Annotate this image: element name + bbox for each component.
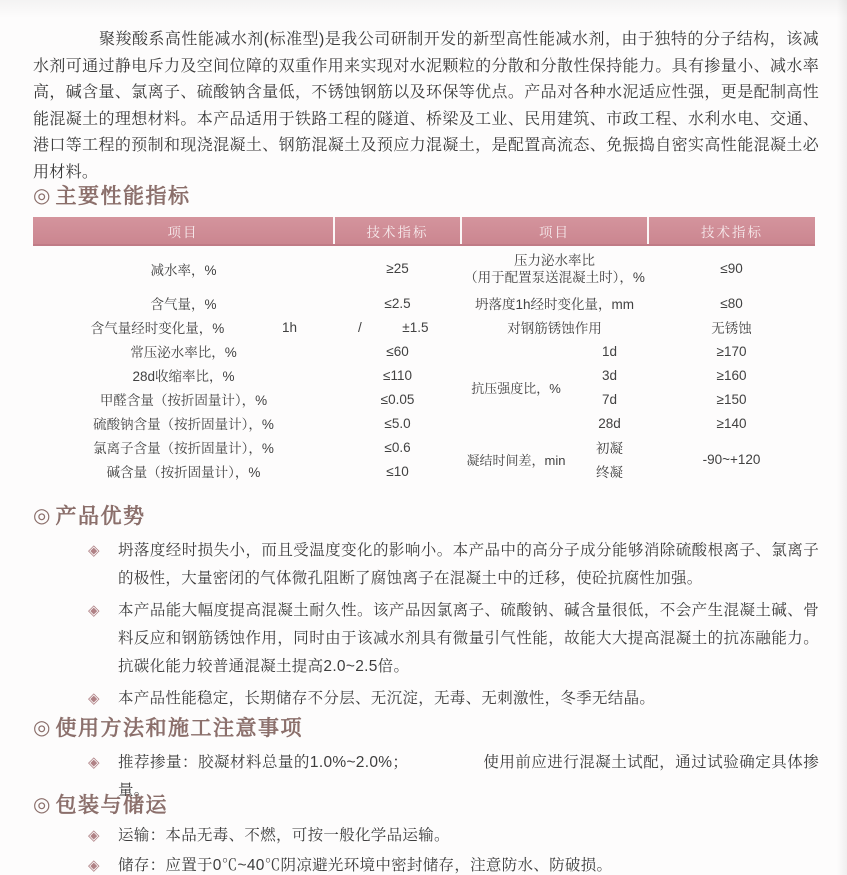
age-cell: 7d (601, 391, 618, 407)
section-marker-icon: ◎ (33, 184, 51, 207)
value-cell: 无锈蚀 (711, 321, 752, 336)
section-title: 包装与储运 (55, 794, 168, 817)
table-row (33, 387, 815, 411)
item-subheader: 1h (282, 319, 298, 335)
value-cell: ≥170 (716, 343, 747, 359)
dosage-text: 推荐掺量：胶凝材料总量的1.0%~2.0%； (118, 754, 409, 771)
header-item-right: 项目 (461, 217, 648, 245)
value-cell (334, 315, 461, 339)
value-cell: ≥25 (386, 261, 409, 276)
item-cell: 28d收缩率比，% (132, 369, 235, 384)
value-cell: ≤10 (386, 463, 409, 479)
value-cell: ≤0.6 (384, 439, 411, 455)
intro-paragraph: 聚羧酸系高性能减水剂(标准型)是我公司研制开发的新型高性能减水剂，由于独特的分子结构，该减水剂可通过静电斥力及空间位障的双重作用来实现对水泥颗粒的分散和分散性保持能力。具有掺量小、减水率高，碱含量、氯离子、硫酸钠含量低，不锈蚀钢筋以及环保等优点。产品对各种水泥适应性强，更是配制高性能混凝土的理想材料。本产品适用于铁路工程的隧道、桥梁及工业、民用建筑、市政工程、水利水电、交通、港口等工程的预制和现浇混凝土、钢筋混凝土及预应力混凝土，是配置高流态、免振捣自密实高性能混凝土必用材料。 (33, 31, 819, 181)
header-item-left: 项目 (33, 217, 334, 245)
list-item (88, 822, 819, 850)
table-row (33, 339, 815, 363)
diamond-bullet-icon: ◈ (88, 602, 100, 619)
item-cell: 减水率，% (150, 262, 217, 278)
bullet-text: 储存：应置于0℃~40℃阴凉避光环境中密封储存，注意防水、防破损。 (118, 857, 613, 874)
section-heading-packaging (33, 789, 168, 819)
diamond-bullet-icon: ◈ (88, 827, 100, 844)
table-row (33, 435, 815, 459)
bullet-text: 本产品能大幅度提高混凝土耐久性。该产品因氯离子、硫酸钠、碱含量很低，不会产生混凝土碱、骨料反应和钢筋锈蚀作用，同时由于该减水剂具有微量引气性能，故能大大提高混凝土的抗冻融能力。抗碳化能力较普通混凝土提高2.0~2.5倍。 (118, 602, 819, 675)
item-line2: （用于配置泵送混凝土时），% (464, 269, 645, 285)
table-row (33, 411, 815, 435)
diamond-bullet-icon: ◈ (88, 542, 100, 559)
section-heading-usage (33, 712, 303, 742)
diamond-bullet-icon: ◈ (88, 857, 100, 874)
table-header-row (33, 217, 815, 245)
section-marker-icon: ◎ (33, 793, 51, 816)
table-row (33, 291, 815, 315)
value-cell: -90~+120 (702, 451, 761, 467)
value-cell: ≥160 (716, 367, 747, 383)
item-cell (461, 245, 648, 291)
table-row (33, 245, 815, 291)
value-cell: ≤110 (383, 367, 412, 383)
value-cell: ≤80 (720, 295, 743, 311)
bullet-text: 运输：本品无毒、不燃，可按一般化学品运输。 (118, 827, 450, 844)
value-cell: ≤90 (720, 261, 743, 276)
slash-divider: / (358, 319, 362, 335)
item-cell: 对钢筋锈蚀作用 (507, 321, 602, 336)
packaging-bullet-list (88, 822, 819, 875)
table-row (33, 363, 815, 387)
bullet-text: 坍落度经时损失小，而且受温度变化的影响小。本产品中的高分子成分能够消除硫酸根离子、氯离子的极性，大量密闭的气体微孔阻断了腐蚀离子在混凝土中的迁移，使砼抗腐性加强。 (118, 542, 819, 587)
section-title: 主要性能指标 (55, 185, 191, 208)
table-row (33, 315, 815, 339)
value-cell: ≤60 (386, 343, 409, 359)
item-cell: 氯离子含量（按折固量计），% (93, 441, 274, 456)
item-cell (33, 315, 334, 339)
value-cell: ≤5.0 (384, 415, 411, 431)
age-cell: 3d (601, 367, 618, 383)
trial-mix-text: 使用前应进行混凝土试配，通过试验确定具体掺量。 (118, 754, 819, 799)
value-text: ±1.5 (402, 319, 429, 335)
section-marker-icon: ◎ (33, 716, 51, 739)
item-cell: 含气量，% (150, 297, 217, 312)
setting-cell: 初凝 (596, 441, 623, 456)
advantages-bullet-list (88, 537, 819, 717)
group-label-setting-time: 凝结时间差，min (466, 452, 566, 468)
value-cell: ≥140 (716, 415, 747, 431)
age-cell: 28d (598, 415, 621, 431)
header-spec-right: 技术指标 (648, 217, 815, 245)
item-cell: 常压泌水率比，% (130, 345, 237, 360)
item-cell: 碱含量（按折固量计），% (106, 465, 261, 480)
section-heading-performance (33, 180, 190, 210)
group-label-strength: 抗压强度比，% (471, 380, 561, 396)
list-item (88, 685, 819, 713)
value-cell: ≤0.05 (380, 391, 415, 407)
item-label: 含气量经时变化量，% (90, 321, 225, 336)
bullet-text: 本产品性能稳定，长期储存不分层、无沉淀，无毒、无刺激性，冬季无结晶。 (118, 690, 656, 707)
item-cell: 硫酸钠含量（按折固量计），% (93, 417, 274, 432)
section-title: 产品优势 (55, 505, 146, 528)
list-item (88, 852, 819, 875)
age-cell: 1d (601, 343, 618, 359)
section-heading-advantages (33, 500, 145, 530)
setting-cell: 终凝 (596, 465, 623, 480)
section-title: 使用方法和施工注意事项 (55, 717, 303, 740)
diamond-bullet-icon: ◈ (88, 690, 100, 707)
item-cell: 坍落度1h经时变化量，mm (474, 297, 634, 312)
item-line1: 压力泌水率比 (514, 252, 595, 268)
value-cell: ≤2.5 (384, 295, 411, 311)
header-spec-left: 技术指标 (334, 217, 461, 245)
value-cell: ≥150 (716, 391, 747, 407)
bullet-text (118, 749, 819, 805)
section-marker-icon: ◎ (33, 504, 51, 527)
diamond-bullet-icon: ◈ (88, 754, 100, 771)
list-item (88, 749, 819, 805)
item-cell: 甲醛含量（按折固量计），% (99, 393, 268, 408)
list-item (88, 597, 819, 681)
performance-table (33, 217, 815, 483)
usage-bullet-list (88, 749, 819, 809)
list-item (88, 537, 819, 593)
